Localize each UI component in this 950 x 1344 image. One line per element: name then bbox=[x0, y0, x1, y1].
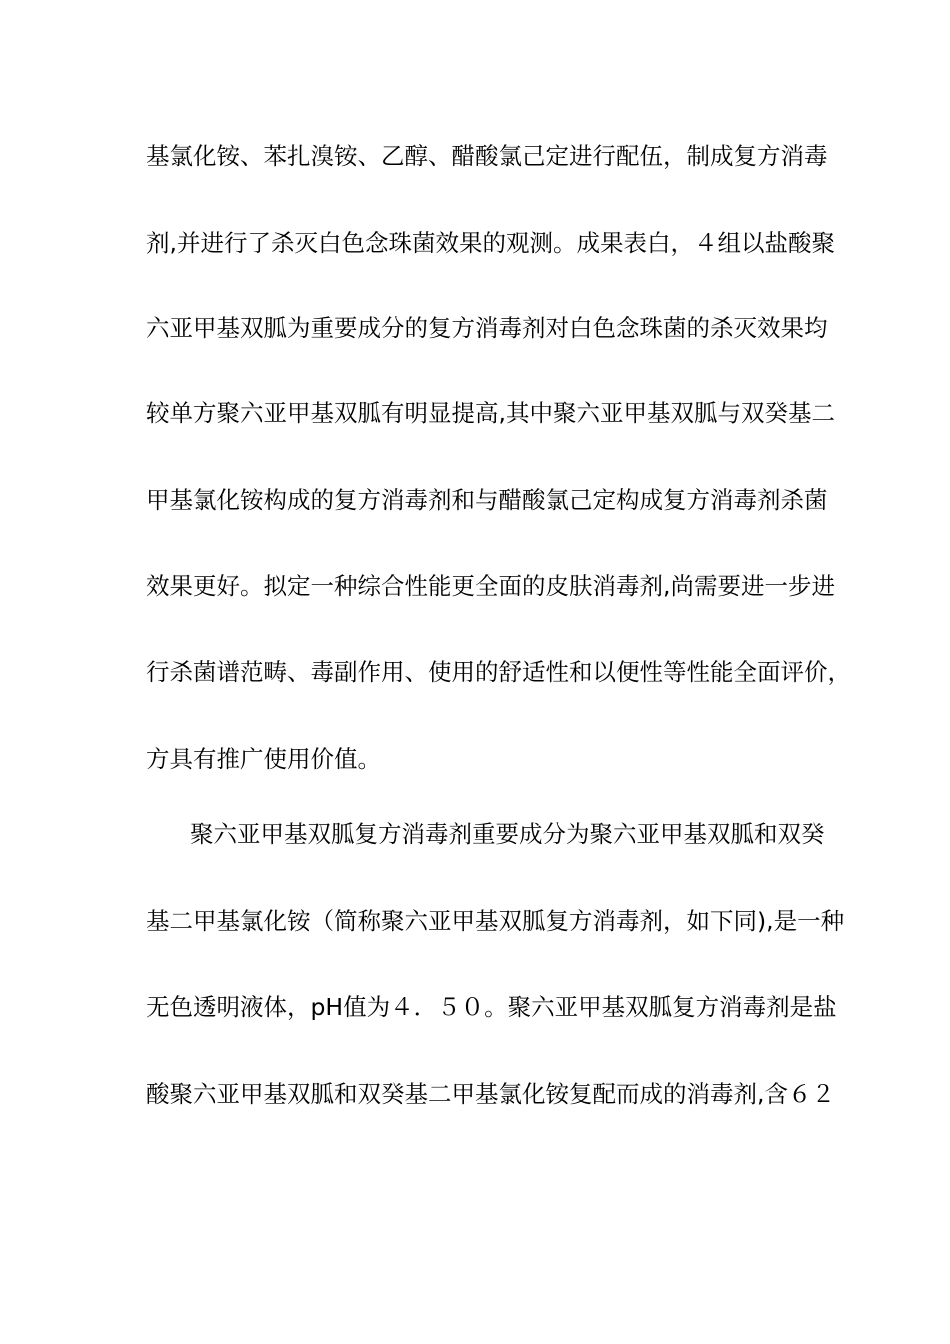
text-line-7: 行杀菌谱范畴、毒副作用、使用的舒适性和以便性等性能全面评价， bbox=[146, 658, 851, 686]
text-line-1: 基氯化铵、苯扎溴铵、乙醇、醋酸氯己定进行配伍，制成复方消毒 bbox=[146, 142, 828, 170]
text-line-3: 六亚甲基双胍为重要成分的复方消毒剂对白色念珠菌的杀灭效果均 bbox=[146, 314, 828, 342]
text-line-5: 甲基氯化铵构成的复方消毒剂和与醋酸氯己定构成复方消毒剂杀菌 bbox=[146, 486, 828, 514]
text-line-12: 酸聚六亚甲基双胍和双癸基二甲基氯化铵复配而成的消毒剂,含６２ bbox=[146, 1080, 835, 1108]
text-line-6: 效果更好。拟定一种综合性能更全面的皮肤消毒剂,尚需要进一步进 bbox=[146, 572, 835, 600]
text-line-11: 无色透明液体，pH值为４．５０。聚六亚甲基双胍复方消毒剂是盐 bbox=[146, 993, 837, 1021]
text-line-8: 方具有推广使用价值。 bbox=[146, 745, 381, 773]
text-line-10: 基二甲基氯化铵（简称聚六亚甲基双胍复方消毒剂，如下同),是一种 bbox=[146, 907, 845, 935]
text-line-2: 剂,并进行了杀灭白色念珠菌效果的观测。成果表白，４组以盐酸聚 bbox=[146, 229, 835, 257]
text-line-4: 较单方聚六亚甲基双胍有明显提高,其中聚六亚甲基双胍与双癸基二 bbox=[146, 399, 835, 427]
paragraph-start-line: 聚六亚甲基双胍复方消毒剂重要成分为聚六亚甲基双胍和双癸 bbox=[190, 820, 825, 848]
